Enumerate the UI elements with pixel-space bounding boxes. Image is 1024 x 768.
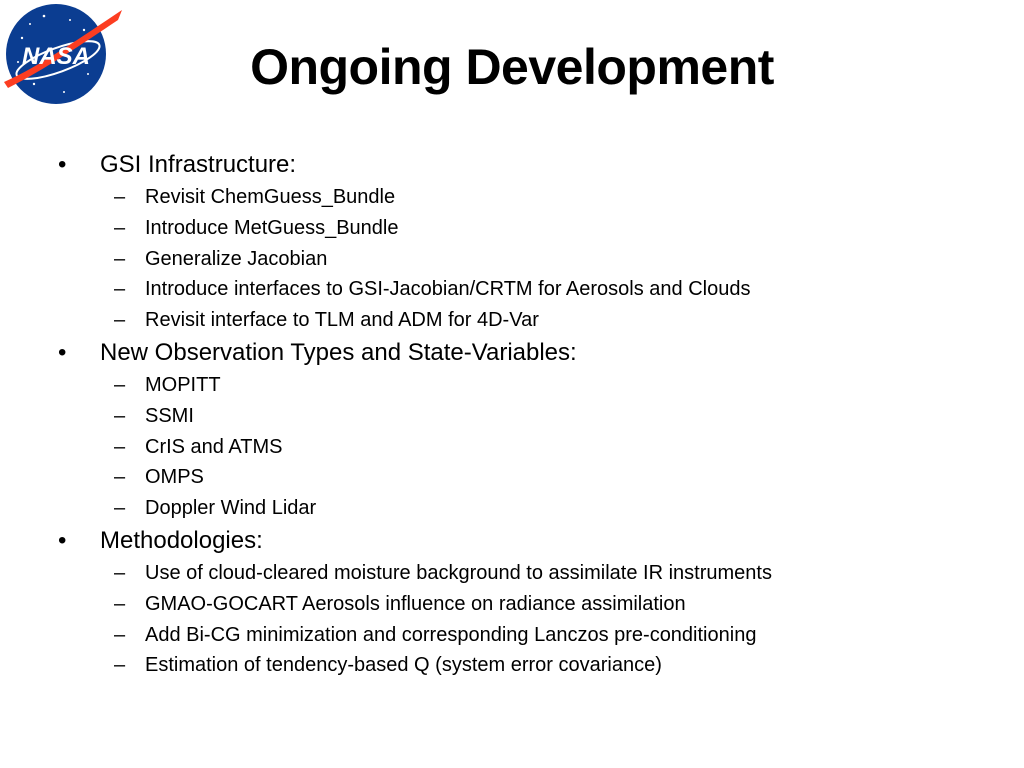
dash-marker: – (114, 278, 126, 301)
bullet-item (0, 336, 1024, 370)
sub-item-text: Generalize Jacobian (145, 247, 328, 270)
dash-marker: – (114, 404, 126, 427)
dash-marker: – (114, 466, 126, 489)
sub-item-text: Add Bi-CG minimization and corresponding Lanczos pre-conditioning (145, 623, 757, 646)
sub-list (0, 182, 1024, 336)
bullet-heading: Methodologies: (100, 526, 263, 554)
sub-item (0, 462, 1024, 493)
sub-item (0, 589, 1024, 620)
section-new-observation-types (0, 336, 1024, 524)
sub-item-text: Use of cloud-cleared moisture background to assimilate IR instruments (145, 561, 772, 584)
sub-item (0, 432, 1024, 463)
dash-marker: – (114, 216, 126, 239)
dash-marker: – (114, 561, 126, 584)
sub-item-text: Introduce MetGuess_Bundle (145, 216, 399, 239)
dash-marker: – (114, 309, 126, 332)
sub-item-text: Doppler Wind Lidar (145, 497, 317, 520)
sub-item-text: Introduce interfaces to GSI-Jacobian/CRTM for Aerosols and Clouds (145, 278, 751, 301)
bullet-marker: • (58, 338, 67, 366)
section-gsi-infrastructure (0, 148, 1024, 336)
sub-item-text: OMPS (145, 466, 204, 489)
bullet-marker: • (58, 526, 67, 554)
sub-item (0, 558, 1024, 589)
sub-item (0, 305, 1024, 336)
dash-marker: – (114, 623, 126, 646)
sub-item-text: CrIS and ATMS (145, 435, 283, 458)
dash-marker: – (114, 186, 126, 208)
sub-item (0, 401, 1024, 432)
sub-item (0, 370, 1024, 401)
slide-body (0, 148, 1024, 681)
dash-marker: – (114, 654, 126, 677)
sub-item (0, 620, 1024, 651)
sub-item (0, 244, 1024, 275)
sub-list (0, 558, 1024, 681)
sub-item-text: SSMI (145, 404, 194, 427)
sub-item-text: Revisit ChemGuess_Bundle (145, 186, 396, 208)
bullet-heading: GSI Infrastructure: (100, 151, 297, 178)
bullet-item (0, 524, 1024, 558)
dash-marker: – (114, 592, 126, 615)
bullet-heading: New Observation Types and State-Variables: (100, 338, 577, 366)
dash-marker: – (114, 435, 126, 458)
bullet-item (0, 148, 1024, 182)
sub-item-text: GMAO-GOCART Aerosols influence on radiance assimilation (145, 592, 686, 615)
sub-item (0, 213, 1024, 244)
sub-item (0, 182, 1024, 213)
sub-item (0, 493, 1024, 524)
slide-title: Ongoing Development (250, 39, 774, 95)
section-methodologies (0, 524, 1024, 681)
logo-text: NASA (21, 43, 91, 70)
sub-item-text: Revisit interface to TLM and ADM for 4D-Var (145, 309, 539, 332)
dash-marker: – (114, 247, 126, 270)
sub-item-text: MOPITT (145, 373, 221, 396)
sub-list (0, 370, 1024, 524)
dash-marker: – (114, 373, 126, 396)
sub-item (0, 650, 1024, 681)
dash-marker: – (114, 497, 126, 520)
sub-item-text: Estimation of tendency-based Q (system error covariance) (145, 654, 662, 677)
sub-item (0, 274, 1024, 305)
bullet-marker: • (58, 151, 67, 178)
